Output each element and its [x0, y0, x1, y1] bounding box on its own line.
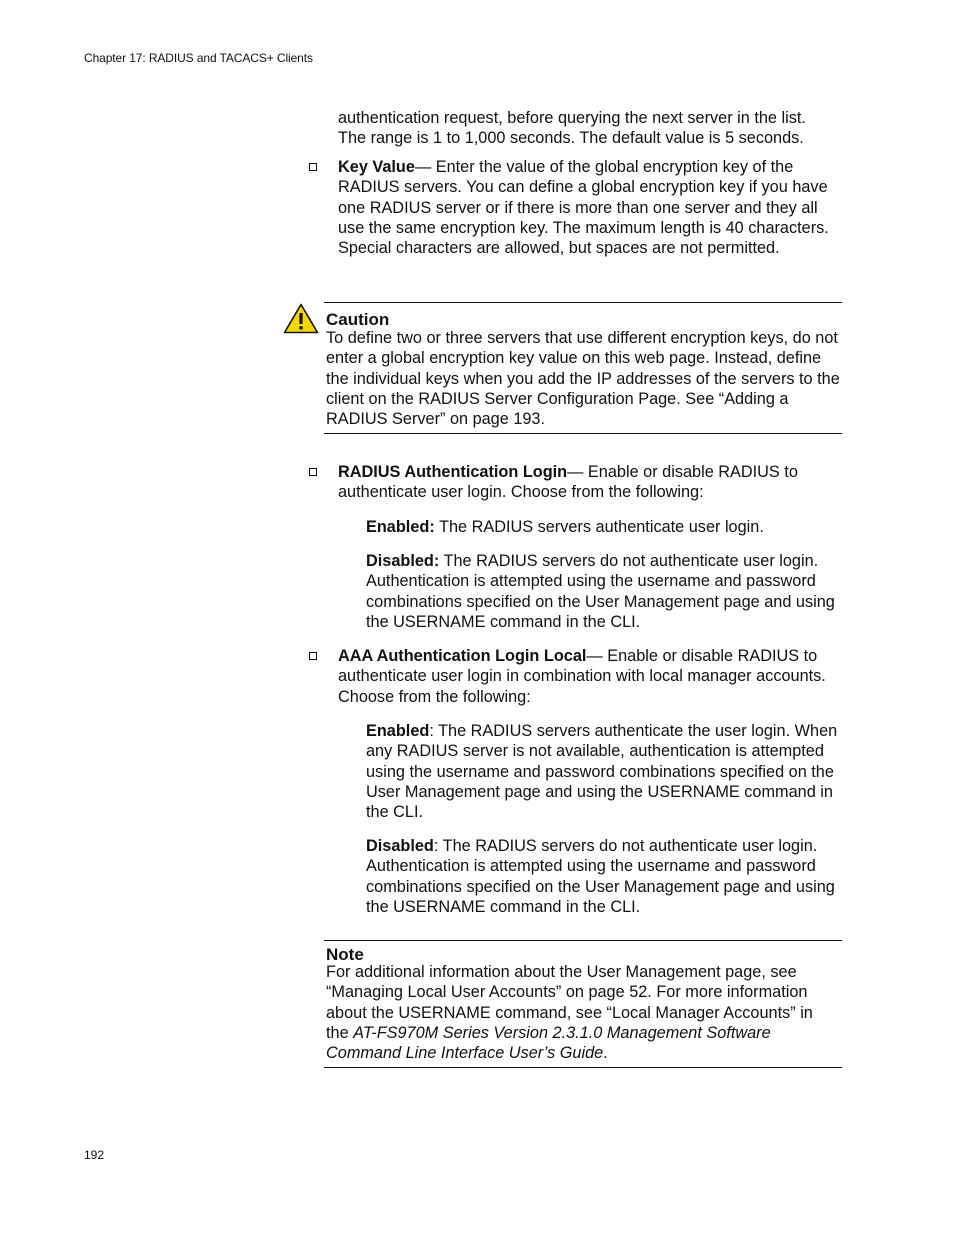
- note-bottom-rule: [324, 1067, 842, 1068]
- note-text: [326, 962, 840, 1063]
- page-number: 192: [84, 1148, 105, 1162]
- caution-text: To define two or three servers that use different encryption keys, do not enter a global encryption key value on this web page. Instead, define the individual keys when you add the IP addresses of the servers to the client on the RADIUS Server Configuration Page. See “Adding a RADIUS Server” on page 193.: [326, 329, 840, 429]
- radius-disabled-term: Disabled:: [366, 552, 440, 570]
- radius-login-term: RADIUS Authentication Login: [338, 463, 568, 481]
- radius-login-disabled: [366, 551, 842, 632]
- caution-top-rule: [324, 302, 842, 303]
- warning-triangle-icon: [283, 303, 319, 334]
- continued-paragraph: authentication request, before querying the next server in the list. The range is 1 to 1,000 seconds. The default value is 5 seconds.: [338, 109, 806, 148]
- bullet-box-icon: [309, 463, 317, 483]
- note-top-rule: [324, 940, 842, 941]
- note-title: Note: [326, 945, 364, 964]
- aaa-login-text: — Enable or disable RADIUS to authenticate user login in combination with local manager accounts. Choose from the following:: [338, 647, 826, 706]
- key-value-term: Key Value: [338, 158, 415, 176]
- radius-login-text: — Enable or disable RADIUS to authenticate user login. Choose from the following:: [338, 463, 798, 502]
- note-text-after: .: [603, 1044, 608, 1063]
- aaa-disabled-text: : The RADIUS servers do not authenticate user login. Authentication is attempted using the username and password combinations specified on the User Management page and using the USERNAME command in the CLI.: [366, 837, 835, 916]
- caution-bottom-rule: [324, 433, 842, 434]
- key-value-text: — Enter the value of the global encryption key of the RADIUS servers. You can define a global encryption key if you have one RADIUS server or if there is more than one server and they all use the same encryption key. The maximum length is 40 characters. Special characters are allowed, but spaces are not permitted.: [338, 158, 829, 258]
- note-text-before: For additional information about the User Management page, see “Managing Local User Accounts” on page 52. For more information about the USERNAME command, see “Local Manager Accounts” in the: [326, 963, 813, 1042]
- aaa-login-item: [338, 646, 840, 707]
- key-value-item: [338, 157, 840, 258]
- caution-title: Caution: [326, 310, 390, 329]
- radius-login-enabled: [366, 517, 842, 537]
- radius-enabled-text: The RADIUS servers authenticate user login.: [434, 518, 764, 536]
- radius-disabled-text: The RADIUS servers do not authenticate user login. Authentication is attempted using the username and password combinations specified on the User Management page and using the USERNAME command in the CLI.: [366, 552, 835, 631]
- radius-login-item: [338, 462, 840, 503]
- aaa-login-term: AAA Authentication Login Local: [338, 647, 587, 665]
- bullet-box-icon: [309, 158, 317, 178]
- aaa-login-enabled: [366, 721, 842, 822]
- aaa-login-disabled: [366, 836, 842, 917]
- aaa-disabled-term: Disabled: [366, 837, 434, 855]
- running-header: Chapter 17: RADIUS and TACACS+ Clients: [84, 51, 313, 65]
- aaa-enabled-text: : The RADIUS servers authenticate the user login. When any RADIUS server is not available, authentication is attempted using the username and password combinations specified on the User Management page and using the USERNAME command in the CLI.: [366, 722, 838, 822]
- note-book-title: AT-FS970M Series Version 2.3.1.0 Management Software Command Line Interface User’s Guide: [326, 1023, 771, 1063]
- radius-enabled-term: Enabled:: [366, 518, 435, 536]
- aaa-enabled-term: Enabled: [366, 722, 430, 740]
- bullet-box-icon: [309, 647, 317, 667]
